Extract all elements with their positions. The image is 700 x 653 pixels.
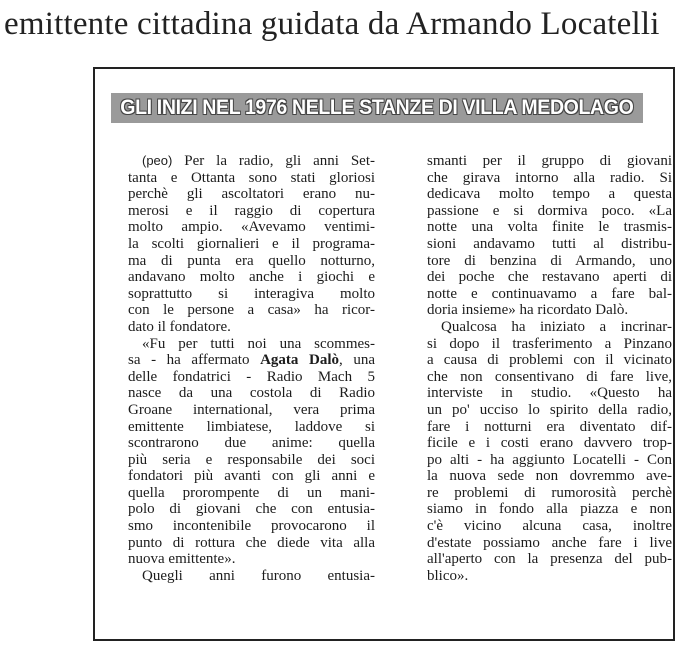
article-line: ficile e i costi erano davvero trop- bbox=[427, 435, 672, 452]
article-line: «Fu per tutti noi una scommes- bbox=[142, 335, 375, 352]
article-line: polo di giovani che con entusia- bbox=[128, 501, 375, 518]
article-line: la scolti giornalieri e il programa- bbox=[128, 235, 375, 252]
article-line: soprattutto si interagiva molto bbox=[128, 285, 375, 302]
article-box bbox=[93, 67, 675, 641]
article-line: smo incontenibile provocarono il bbox=[128, 518, 375, 535]
byline: (peo) bbox=[142, 153, 173, 168]
article-line: andavano molto anche i giochi e bbox=[128, 269, 375, 286]
article-line: doria insieme» ha ricordato Dalò. bbox=[427, 302, 629, 319]
headline: emittente cittadina guidata da Armando Locatelli bbox=[4, 6, 660, 42]
article-line: sa - ha affermato Agata Dalò, una bbox=[128, 352, 376, 369]
kicker-text: GLI INIZI NEL 1976 NELLE STANZE DI VILLA MEDOLAGO bbox=[120, 96, 634, 119]
article-line: po alti - ha aggiunto Locatelli - Con bbox=[427, 451, 672, 468]
kicker-banner bbox=[111, 93, 643, 123]
article-line: perchè gli ascoltatori erano nu- bbox=[128, 186, 375, 203]
article-line: tanta e Ottanta sono stati gloriosi bbox=[128, 169, 375, 186]
article-line: sioni andavamo tutti al distribu- bbox=[427, 235, 672, 252]
article-line: dei poche che restavano aperti di bbox=[427, 269, 672, 286]
article-line: (peo) Per la radio, gli anni Set- bbox=[142, 153, 375, 169]
article-line: Qualcosa ha iniziato a incrinar- bbox=[441, 318, 672, 335]
article-line: molto ampio. «Avevamo ventimi- bbox=[128, 219, 375, 236]
article-line: c'è vicino alcuna casa, inoltre bbox=[427, 518, 672, 535]
article-line: un po' ucciso lo spirito della radio, bbox=[427, 401, 672, 418]
article-line: d'estate possiamo anche fare i live bbox=[427, 534, 672, 551]
article-line: nuova emittente». bbox=[128, 551, 236, 568]
article-line: Quegli anni furono entusia- bbox=[142, 567, 375, 584]
article-line: nasce da una costola di Radio bbox=[128, 385, 375, 402]
article-line: più seria e responsabile dei soci bbox=[128, 451, 375, 468]
article-line: fare i notturni era diventato dif- bbox=[427, 418, 672, 435]
article-line: punto di rottura che diede vita alla bbox=[128, 534, 375, 551]
article-line: siamo in fondo alla piazza e non bbox=[427, 501, 672, 518]
article-line: che girava intorno alla radio. Si bbox=[427, 169, 672, 186]
article-line: all'aperto con la presenza del pub- bbox=[427, 551, 672, 568]
article-line: merosi e il raggio di copertura bbox=[128, 202, 375, 219]
article-line: re problemi di rumorosità perchè bbox=[427, 484, 672, 501]
article-line: a causa di problemi con il vicinato bbox=[427, 352, 672, 369]
article-line: con le persone a casa» ha ricor- bbox=[128, 302, 375, 319]
article-line: interviste in studio. «Questo ha bbox=[427, 385, 672, 402]
article-line: Groane international, vera prima bbox=[128, 401, 375, 418]
article-line: blico». bbox=[427, 567, 469, 584]
article-line: quella prorompente di un mani- bbox=[128, 484, 375, 501]
article-line: tore di benzina di Armando, uno bbox=[427, 252, 672, 269]
article-line: scontrarono due anime: quella bbox=[128, 435, 375, 452]
article-line: dedicava molto tempo a questa bbox=[427, 186, 672, 203]
article-line: passione e si dormiva poco. «La bbox=[427, 202, 672, 219]
right-column bbox=[427, 153, 672, 584]
article-line: emittente limbiatese, laddove si bbox=[128, 418, 375, 435]
article-line: ma di punta era quello notturno, bbox=[128, 252, 375, 269]
article-line: smanti per il gruppo di giovani bbox=[427, 153, 672, 169]
person-name: Agata Dalò bbox=[260, 352, 339, 369]
article-line: si dopo il trasferimento a Pinzano bbox=[427, 335, 672, 352]
article-line: delle fondatrici - Radio Mach 5 bbox=[128, 368, 375, 385]
article-line: dato il fondatore. bbox=[128, 318, 231, 335]
left-column bbox=[128, 153, 375, 584]
article-line: notte e continuavamo a fare bal- bbox=[427, 285, 672, 302]
article-line: che non consentivano di fare live, bbox=[427, 368, 672, 385]
article-line: la nuova sede non dovremmo ave- bbox=[427, 468, 672, 485]
article-line: notte una volta finite le trasmis- bbox=[427, 219, 672, 236]
article-line: fondatori più avanti con gli anni e bbox=[128, 468, 375, 485]
